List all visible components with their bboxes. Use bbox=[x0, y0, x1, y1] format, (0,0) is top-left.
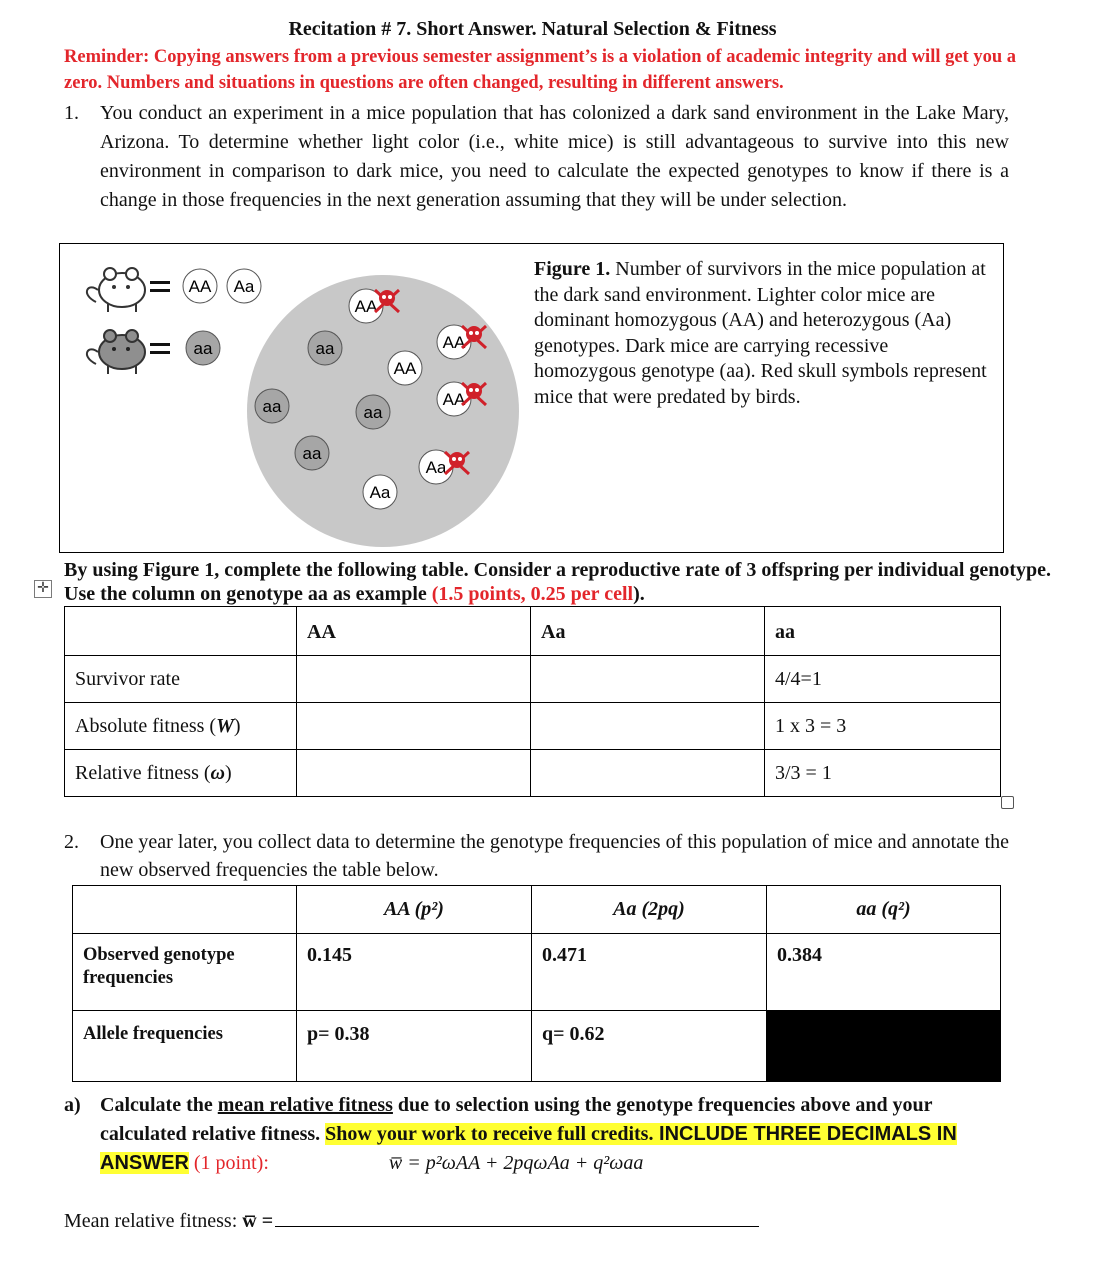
table-row bbox=[73, 1011, 1001, 1082]
question-number: 2. bbox=[64, 831, 79, 853]
mouse-aa-4 bbox=[295, 436, 329, 470]
frequency-table bbox=[72, 885, 1001, 1082]
table-header-blank bbox=[73, 886, 297, 934]
qa-highlight-2: INCLUDE THREE DECIMALS IN ANSWER bbox=[100, 1123, 957, 1174]
answer-blank[interactable] bbox=[275, 1208, 759, 1227]
cell-AA-survivor-rate[interactable] bbox=[297, 656, 531, 703]
instructions-points: (1.5 points, 0.25 per cell bbox=[431, 583, 634, 605]
figure-1-caption bbox=[534, 257, 994, 410]
instructions-end: ). bbox=[633, 583, 645, 605]
legend-light-AA-text: AA bbox=[188, 277, 212, 296]
mouse-genotype: AA bbox=[393, 359, 417, 378]
question-text: You conduct an experiment in a mice population that has colonized a dark sand environment in the Lake Mary, Arizona. To determine whether light color (i.e., white mice) is still advantageous to survive into this new environment in comparison to dark mice, you need to calculate the expected genotypes to know if there is a change in those frequencies in the next generation assuming that they will be under selection. bbox=[100, 102, 1009, 211]
mouse-genotype: AA bbox=[354, 297, 378, 316]
label-end: ) bbox=[233, 714, 241, 737]
mouse-genotype: aa bbox=[262, 397, 282, 416]
mouse-aa-3 bbox=[356, 395, 390, 429]
mouse-genotype: Aa bbox=[369, 483, 391, 502]
question-text bbox=[100, 1091, 1009, 1178]
integrity-reminder: Reminder: Copying answers from a previous semester assignment’s is a violation of academic integrity and will get you a zero. Numbers and situations in questions are often changed, resulting in different answers. bbox=[64, 47, 1017, 93]
qa-text-2: due to selection using the genotype frequencies above and your calculated relative fitness. bbox=[100, 1094, 933, 1145]
row-label-survivor-rate: Survivor rate bbox=[65, 656, 297, 703]
question-number: a) bbox=[64, 1094, 81, 1116]
question-number: 1. bbox=[64, 102, 79, 124]
header-text: AA (p²) bbox=[384, 898, 444, 920]
cell-Aa-observed: 0.471 bbox=[532, 934, 767, 1011]
qa-underlined: mean relative fitness bbox=[217, 1094, 393, 1116]
table-header-aa: aa bbox=[765, 607, 1001, 656]
cell-p-allele: p= 0.38 bbox=[297, 1011, 532, 1082]
cell-aa-relative-fitness: 3/3 = 1 bbox=[765, 750, 1001, 797]
mouse-genotype: Aa bbox=[425, 458, 447, 477]
label-symbol: W bbox=[216, 714, 234, 737]
question-1 bbox=[64, 99, 1009, 215]
cell-Aa-survivor-rate[interactable] bbox=[531, 656, 765, 703]
table-header-aa bbox=[767, 886, 1001, 934]
question-text: One year later, you collect data to determine the genotype frequencies of this population of mice and annotate the new observed frequencies the table below. bbox=[100, 831, 1009, 881]
table-header-AA: AA bbox=[297, 607, 531, 656]
fitness-table bbox=[64, 606, 1001, 797]
dark-mouse-icon bbox=[87, 330, 145, 374]
table-header-AA bbox=[297, 886, 532, 934]
row-label-allele-frequencies: Allele frequencies bbox=[73, 1011, 297, 1082]
mouse-genotype: aa bbox=[363, 403, 383, 422]
cell-AA-observed: 0.145 bbox=[297, 934, 532, 1011]
table-header-Aa bbox=[532, 886, 767, 934]
mouse-AA-survivor bbox=[388, 351, 422, 385]
cell-aa-observed: 0.384 bbox=[767, 934, 1001, 1011]
table-resize-handle[interactable] bbox=[1001, 796, 1014, 809]
row-label-absolute-fitness bbox=[65, 703, 297, 750]
table-row bbox=[65, 656, 1001, 703]
table-row bbox=[73, 934, 1001, 1011]
legend-dark-aa-text: aa bbox=[193, 339, 213, 358]
legend-light-equals bbox=[150, 281, 170, 292]
cell-AA-relative-fitness[interactable] bbox=[297, 750, 531, 797]
label-text: Absolute fitness ( bbox=[75, 714, 217, 737]
mouse-genotype: AA bbox=[442, 333, 466, 352]
mouse-Aa-survivor bbox=[363, 475, 397, 509]
table-row bbox=[65, 703, 1001, 750]
mean-symbol: w̅ = bbox=[242, 1210, 274, 1232]
legend-dark-aa bbox=[186, 331, 220, 365]
qa-text-1: Calculate the bbox=[100, 1094, 218, 1116]
legend-light-Aa bbox=[227, 269, 261, 303]
table-row bbox=[73, 886, 1001, 934]
qa-formula: w̅ = p²ωAA + 2pqωAa + q²ωaa bbox=[388, 1152, 644, 1174]
label-text: Relative fitness ( bbox=[75, 761, 211, 784]
cell-aa-absolute-fitness: 1 x 3 = 3 bbox=[765, 703, 1001, 750]
table-move-icon[interactable]: ✛ bbox=[34, 580, 52, 598]
cell-Aa-relative-fitness[interactable] bbox=[531, 750, 765, 797]
legend-dark-equals bbox=[150, 343, 170, 354]
legend-light-Aa-text: Aa bbox=[233, 277, 255, 296]
qa-points: (1 point): bbox=[188, 1152, 269, 1174]
mouse-genotype: AA bbox=[442, 390, 466, 409]
label-end: ) bbox=[225, 761, 232, 784]
question-2 bbox=[64, 828, 1009, 884]
mouse-genotype: aa bbox=[315, 339, 335, 358]
cell-blacked-out bbox=[767, 1011, 1001, 1082]
qa-highlight-1: Show your work to receive full credits. bbox=[325, 1123, 654, 1145]
row-label-relative-fitness bbox=[65, 750, 297, 797]
mouse-aa-2 bbox=[255, 389, 289, 423]
table-header-blank bbox=[65, 607, 297, 656]
mean-fitness-answer bbox=[64, 1208, 759, 1233]
mouse-aa-1 bbox=[308, 331, 342, 365]
mouse-genotype: aa bbox=[302, 444, 322, 463]
table-header-Aa: Aa bbox=[531, 607, 765, 656]
cell-Aa-absolute-fitness[interactable] bbox=[531, 703, 765, 750]
header-text: Aa (2pq) bbox=[613, 898, 685, 920]
table-row bbox=[65, 607, 1001, 656]
row-label-observed-genotype: Observed genotype frequencies bbox=[73, 934, 297, 1011]
cell-aa-survivor-rate: 4/4=1 bbox=[765, 656, 1001, 703]
table-instructions bbox=[64, 558, 1054, 606]
table-row bbox=[65, 750, 1001, 797]
legend-light-AA bbox=[183, 269, 217, 303]
caption-text: Number of survivors in the mice population at the dark sand environment. Lighter color mice are dominant homozygous (AA) and heterozygous (Aa) genotypes. Dark mice are carrying recessive homozygous genotype (aa). Red skull symbols represent mice that were predated by birds. bbox=[534, 258, 987, 408]
label-symbol: ω bbox=[210, 761, 225, 784]
light-mouse-icon bbox=[87, 268, 145, 312]
cell-q-allele: q= 0.62 bbox=[532, 1011, 767, 1082]
figure-1-illustration bbox=[60, 244, 530, 549]
page-title: Recitation # 7. Short Answer. Natural Selection & Fitness bbox=[288, 18, 777, 40]
question-2a bbox=[64, 1091, 1009, 1178]
header-text: aa (q²) bbox=[856, 898, 911, 920]
caption-label: Figure 1. bbox=[534, 258, 611, 280]
cell-AA-absolute-fitness[interactable] bbox=[297, 703, 531, 750]
mean-label: Mean relative fitness: bbox=[64, 1210, 243, 1232]
instructions-text: By using Figure 1, complete the following table. Consider a reproductive rate of 3 offspring per individual genotype. Use the column on genotype aa as example bbox=[64, 559, 1052, 605]
